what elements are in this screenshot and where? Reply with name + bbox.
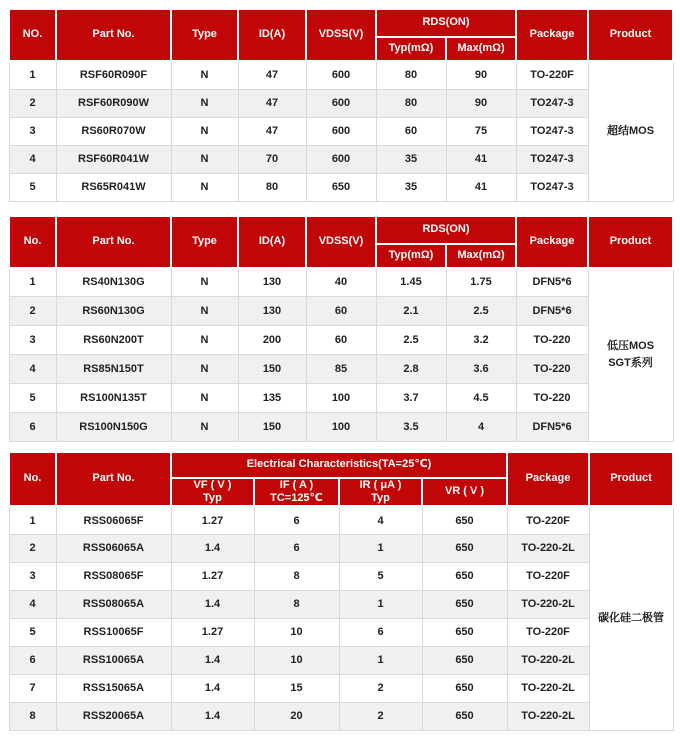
table-cell: N bbox=[171, 268, 238, 297]
column-header-rds-max: Max(mΩ) bbox=[446, 37, 516, 61]
table-cell: RS100N135T bbox=[56, 384, 171, 413]
table-cell: 8 bbox=[254, 562, 339, 590]
table-cell: TO-220-2L bbox=[507, 702, 589, 730]
column-header-type: Type bbox=[171, 9, 238, 61]
table-cell: TO-220 bbox=[516, 384, 588, 413]
table-cell: 4 bbox=[9, 590, 56, 618]
table-cell: RSS10065A bbox=[56, 646, 171, 674]
table-row bbox=[9, 674, 673, 702]
table-cell: 90 bbox=[446, 61, 516, 89]
table-cell: 150 bbox=[238, 355, 306, 384]
column-header-ir bbox=[339, 478, 422, 506]
table-cell: 1.27 bbox=[171, 506, 254, 534]
low-voltage-sgt-mos-table bbox=[8, 215, 674, 443]
table-cell: 2 bbox=[9, 297, 56, 326]
table-cell: 41 bbox=[446, 145, 516, 173]
table-cell: 1 bbox=[9, 506, 56, 534]
table-cell: 3 bbox=[9, 326, 56, 355]
table-cell: 47 bbox=[238, 117, 306, 145]
table-cell: 4.5 bbox=[446, 384, 516, 413]
table-cell: 6 bbox=[9, 413, 56, 442]
table-cell: 1.27 bbox=[171, 618, 254, 646]
table-cell: 650 bbox=[306, 173, 376, 201]
table-cell: TO247-3 bbox=[516, 89, 588, 117]
column-header-no: No. bbox=[9, 452, 56, 506]
column-header-product: Product bbox=[588, 9, 673, 61]
product-cell: 低压MOS SGT系列 bbox=[588, 268, 673, 442]
column-header-rds-typ: Typ(mΩ) bbox=[376, 37, 446, 61]
table-cell: TO-220-2L bbox=[507, 646, 589, 674]
table-cell: 2.5 bbox=[446, 297, 516, 326]
column-header-id: ID(A) bbox=[238, 216, 306, 268]
column-header-part-no: Part No. bbox=[56, 216, 171, 268]
table-cell: 600 bbox=[306, 145, 376, 173]
table-cell: 2.5 bbox=[376, 326, 446, 355]
table-cell: TO247-3 bbox=[516, 117, 588, 145]
table-cell: RSF60R090W bbox=[56, 89, 171, 117]
column-header-ir-line2: Typ bbox=[371, 492, 390, 505]
table-cell: 40 bbox=[306, 268, 376, 297]
table-row bbox=[9, 413, 673, 442]
table-cell: TO-220-2L bbox=[507, 534, 589, 562]
table-cell: 1.4 bbox=[171, 590, 254, 618]
column-header-rds-on: RDS(ON) bbox=[376, 9, 516, 37]
table-cell: 3 bbox=[9, 117, 56, 145]
table-cell: N bbox=[171, 173, 238, 201]
table-row bbox=[9, 618, 673, 646]
table-cell: 650 bbox=[422, 674, 507, 702]
table-cell: 1 bbox=[339, 590, 422, 618]
table-cell: 100 bbox=[306, 413, 376, 442]
table-cell: RSS15065A bbox=[56, 674, 171, 702]
table-row bbox=[9, 384, 673, 413]
table-cell: 130 bbox=[238, 268, 306, 297]
table-cell: 650 bbox=[422, 618, 507, 646]
table-cell: 150 bbox=[238, 413, 306, 442]
table-cell: 5 bbox=[9, 384, 56, 413]
column-header-package: Package bbox=[507, 452, 589, 506]
table-row bbox=[9, 117, 673, 145]
column-header-id: ID(A) bbox=[238, 9, 306, 61]
column-header-vf bbox=[171, 478, 254, 506]
table-row bbox=[9, 173, 673, 201]
table-cell: 100 bbox=[306, 384, 376, 413]
column-header-no: NO. bbox=[9, 9, 56, 61]
table-cell: 5 bbox=[339, 562, 422, 590]
table-cell: RSS10065F bbox=[56, 618, 171, 646]
table-cell: DFN5*6 bbox=[516, 413, 588, 442]
table-cell: 60 bbox=[306, 326, 376, 355]
table-cell: 1.4 bbox=[171, 646, 254, 674]
column-header-rds-on: RDS(ON) bbox=[376, 216, 516, 244]
column-header-if-line2: TC=125℃ bbox=[270, 492, 323, 505]
table-cell: 85 bbox=[306, 355, 376, 384]
table-cell: 8 bbox=[254, 590, 339, 618]
table-cell: N bbox=[171, 61, 238, 89]
table-cell: 3.7 bbox=[376, 384, 446, 413]
table-cell: RS100N150G bbox=[56, 413, 171, 442]
table-cell: 600 bbox=[306, 89, 376, 117]
table-row bbox=[9, 89, 673, 117]
table-cell: 15 bbox=[254, 674, 339, 702]
table-cell: N bbox=[171, 384, 238, 413]
table-cell: 650 bbox=[422, 702, 507, 730]
table-cell: TO-220F bbox=[507, 562, 589, 590]
column-header-vdss: VDSS(V) bbox=[306, 216, 376, 268]
table-cell: 650 bbox=[422, 590, 507, 618]
product-cell: 碳化硅二极管 bbox=[589, 506, 673, 730]
table-row bbox=[9, 268, 673, 297]
table-cell: 2 bbox=[9, 534, 56, 562]
table-cell: 20 bbox=[254, 702, 339, 730]
column-header-type: Type bbox=[171, 216, 238, 268]
column-header-vr: VR ( V ) bbox=[422, 478, 507, 506]
column-header-vf-line1: VF ( V ) bbox=[193, 479, 232, 491]
table-cell: 3.2 bbox=[446, 326, 516, 355]
table-cell: N bbox=[171, 297, 238, 326]
table-cell: 3 bbox=[9, 562, 56, 590]
table-cell: 80 bbox=[376, 89, 446, 117]
column-header-product: Product bbox=[588, 216, 673, 268]
table-cell: 6 bbox=[254, 506, 339, 534]
table-cell: RSS06065F bbox=[56, 506, 171, 534]
column-header-package: Package bbox=[516, 9, 588, 61]
table-cell: N bbox=[171, 145, 238, 173]
column-header-ir-line1: IR ( μA ) bbox=[359, 479, 402, 491]
table-cell: 2 bbox=[339, 674, 422, 702]
table-cell: 80 bbox=[376, 61, 446, 89]
column-header-package: Package bbox=[516, 216, 588, 268]
table-cell: 4 bbox=[446, 413, 516, 442]
table-cell: N bbox=[171, 355, 238, 384]
table-cell: RS65R041W bbox=[56, 173, 171, 201]
table-cell: 3.5 bbox=[376, 413, 446, 442]
column-header-electrical-characteristics: Electrical Characteristics(TA=25℃) bbox=[171, 452, 507, 478]
table-cell: TO-220-2L bbox=[507, 674, 589, 702]
table-cell: N bbox=[171, 117, 238, 145]
table-cell: TO-220F bbox=[507, 618, 589, 646]
table-cell: 1 bbox=[9, 61, 56, 89]
table-cell: 6 bbox=[9, 646, 56, 674]
table-cell: 650 bbox=[422, 506, 507, 534]
table-cell: RSF60R041W bbox=[56, 145, 171, 173]
table-cell: TO-220F bbox=[516, 61, 588, 89]
table-cell: 10 bbox=[254, 646, 339, 674]
table-cell: 2 bbox=[339, 702, 422, 730]
table-cell: RSS08065F bbox=[56, 562, 171, 590]
table-cell: 200 bbox=[238, 326, 306, 355]
table-cell: 1.75 bbox=[446, 268, 516, 297]
column-header-product: Product bbox=[589, 452, 673, 506]
table-cell: 2.8 bbox=[376, 355, 446, 384]
table-cell: 2.1 bbox=[376, 297, 446, 326]
table-cell: 75 bbox=[446, 117, 516, 145]
column-header-part-no: Part No. bbox=[56, 452, 171, 506]
table-cell: RSF60R090F bbox=[56, 61, 171, 89]
table-row bbox=[9, 702, 673, 730]
table-row bbox=[9, 506, 673, 534]
column-header-if bbox=[254, 478, 339, 506]
table-cell: 2 bbox=[9, 89, 56, 117]
table-cell: RSS20065A bbox=[56, 702, 171, 730]
table-cell: 35 bbox=[376, 145, 446, 173]
table-cell: TO247-3 bbox=[516, 145, 588, 173]
column-header-part-no: Part No. bbox=[56, 9, 171, 61]
table-cell: 1 bbox=[339, 534, 422, 562]
table-cell: 47 bbox=[238, 89, 306, 117]
superjunction-mos-table bbox=[8, 8, 674, 202]
table-row bbox=[9, 326, 673, 355]
table-cell: 8 bbox=[9, 702, 56, 730]
table-cell: 1.4 bbox=[171, 534, 254, 562]
table-cell: 7 bbox=[9, 674, 56, 702]
table-cell: RS40N130G bbox=[56, 268, 171, 297]
column-header-vdss: VDSS(V) bbox=[306, 9, 376, 61]
table-cell: 90 bbox=[446, 89, 516, 117]
table-row bbox=[9, 145, 673, 173]
table-cell: RSS06065A bbox=[56, 534, 171, 562]
sic-diode-table bbox=[8, 451, 674, 731]
table-cell: N bbox=[171, 326, 238, 355]
table-cell: 650 bbox=[422, 534, 507, 562]
table-cell: 6 bbox=[339, 618, 422, 646]
table-cell: 3.6 bbox=[446, 355, 516, 384]
table-cell: TO-220 bbox=[516, 326, 588, 355]
column-header-vf-line2: Typ bbox=[203, 492, 222, 505]
table-row bbox=[9, 355, 673, 384]
table-row bbox=[9, 534, 673, 562]
table-cell: TO247-3 bbox=[516, 173, 588, 201]
column-header-rds-typ: Typ(mΩ) bbox=[376, 244, 446, 268]
table-cell: 60 bbox=[306, 297, 376, 326]
table-cell: 135 bbox=[238, 384, 306, 413]
table-cell: 47 bbox=[238, 61, 306, 89]
table-cell: 1.45 bbox=[376, 268, 446, 297]
table-cell: 6 bbox=[254, 534, 339, 562]
column-header-rds-max: Max(mΩ) bbox=[446, 244, 516, 268]
product-cell: 超结MOS bbox=[588, 61, 673, 201]
table-cell: TO-220-2L bbox=[507, 590, 589, 618]
table-cell: N bbox=[171, 413, 238, 442]
table-cell: RS60N200T bbox=[56, 326, 171, 355]
table-row bbox=[9, 61, 673, 89]
table-cell: RSS08065A bbox=[56, 590, 171, 618]
table-cell: 1 bbox=[339, 646, 422, 674]
table-cell: N bbox=[171, 89, 238, 117]
table-cell: TO-220 bbox=[516, 355, 588, 384]
table-cell: 60 bbox=[376, 117, 446, 145]
table-cell: 4 bbox=[9, 145, 56, 173]
table-cell: 5 bbox=[9, 173, 56, 201]
table-row bbox=[9, 562, 673, 590]
table-cell: 1.27 bbox=[171, 562, 254, 590]
column-header-if-line1: IF ( A ) bbox=[279, 479, 314, 491]
column-header-no: No. bbox=[9, 216, 56, 268]
table-row bbox=[9, 590, 673, 618]
table-row bbox=[9, 297, 673, 326]
table-cell: 70 bbox=[238, 145, 306, 173]
table-cell: 4 bbox=[339, 506, 422, 534]
table-cell: TO-220F bbox=[507, 506, 589, 534]
table-cell: 10 bbox=[254, 618, 339, 646]
table-cell: DFN5*6 bbox=[516, 297, 588, 326]
table-cell: 1.4 bbox=[171, 702, 254, 730]
table-cell: 5 bbox=[9, 618, 56, 646]
table-cell: 130 bbox=[238, 297, 306, 326]
table-cell: 600 bbox=[306, 117, 376, 145]
table-cell: 35 bbox=[376, 173, 446, 201]
table-cell: 80 bbox=[238, 173, 306, 201]
table-cell: DFN5*6 bbox=[516, 268, 588, 297]
table-cell: RS60N130G bbox=[56, 297, 171, 326]
table-cell: RS60R070W bbox=[56, 117, 171, 145]
table-row bbox=[9, 646, 673, 674]
table-cell: 1 bbox=[9, 268, 56, 297]
table-cell: RS85N150T bbox=[56, 355, 171, 384]
table-cell: 1.4 bbox=[171, 674, 254, 702]
table-cell: 650 bbox=[422, 562, 507, 590]
table-cell: 41 bbox=[446, 173, 516, 201]
table-cell: 650 bbox=[422, 646, 507, 674]
table-cell: 600 bbox=[306, 61, 376, 89]
table-cell: 4 bbox=[9, 355, 56, 384]
